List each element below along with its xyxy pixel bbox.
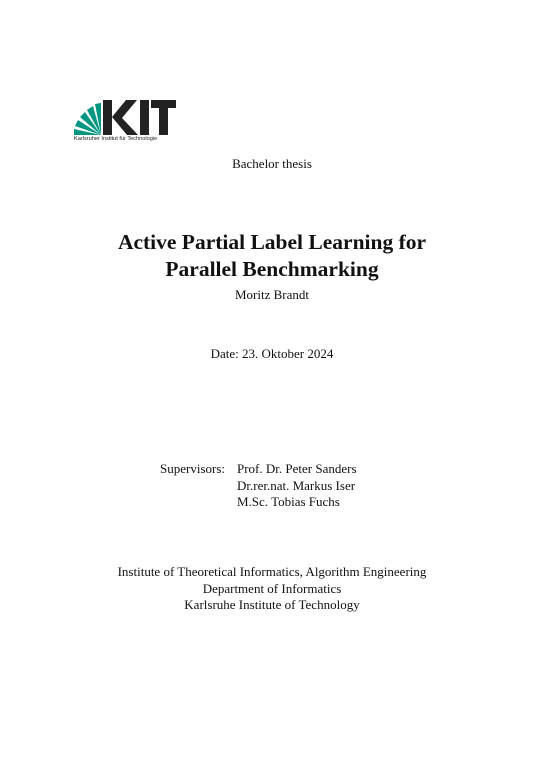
institute-line: Institute of Theoretical Informatics, Algorithm Engineering bbox=[117, 564, 427, 579]
institute-line: Karlsruhe Institute of Technology bbox=[184, 597, 360, 612]
institute-block bbox=[0, 564, 544, 614]
institute-line: Department of Informatics bbox=[202, 580, 342, 596]
thesis-title-line-1: Active Partial Label Learning for bbox=[117, 230, 427, 254]
kit-logo bbox=[74, 98, 176, 146]
author-name: Moritz Brandt bbox=[234, 287, 309, 302]
submission-date: Date: 23. Oktober 2024 bbox=[210, 346, 334, 361]
kit-logo-letters bbox=[103, 100, 176, 135]
supervisor-name: M.Sc. Tobias Fuchs bbox=[237, 494, 340, 509]
kit-logo-rays bbox=[74, 103, 101, 135]
thesis-title-line-2: Parallel Benchmarking bbox=[165, 257, 379, 281]
supervisors-list bbox=[237, 461, 357, 511]
kit-logo-mark bbox=[74, 98, 176, 136]
thesis-title bbox=[0, 229, 544, 283]
thesis-type: Bachelor thesis bbox=[232, 156, 312, 171]
supervisors-label: Supervisors: bbox=[160, 461, 225, 476]
supervisor-name: Dr.rer.nat. Markus Iser bbox=[237, 477, 356, 493]
kit-logo-tagline: Karlsruher Institut für Technologie bbox=[74, 136, 158, 142]
supervisor-name: Prof. Dr. Peter Sanders bbox=[237, 461, 357, 476]
